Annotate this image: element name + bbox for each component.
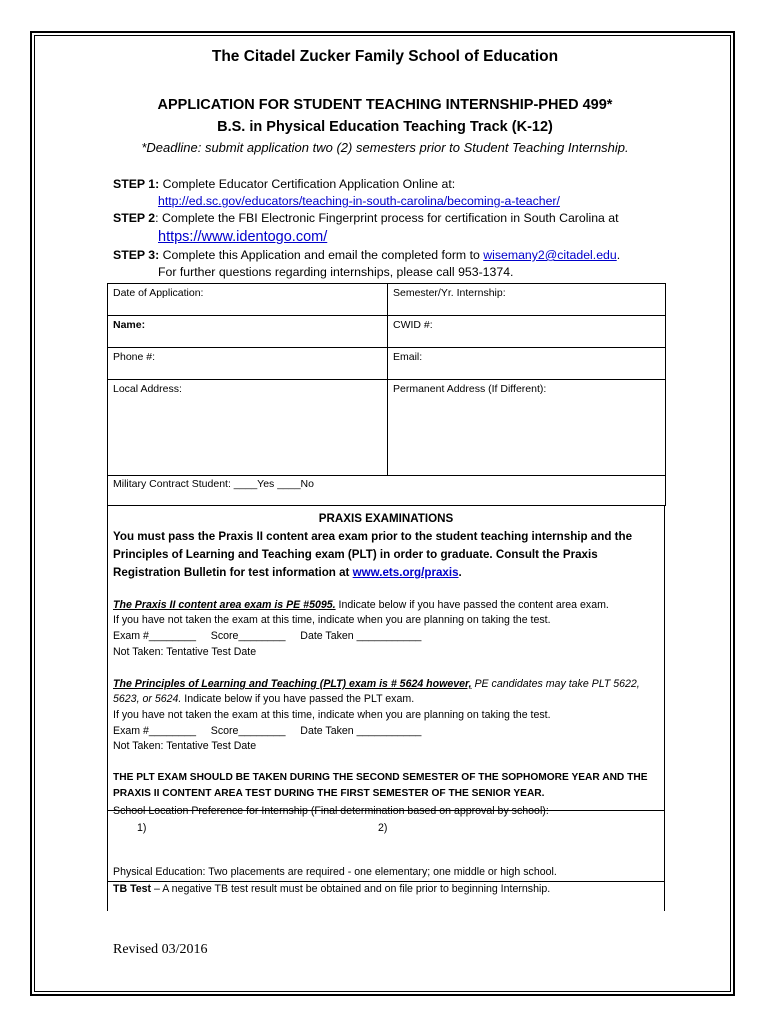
content-exam-text: Indicate below if you have passed the content area exam.: [335, 599, 609, 611]
praxis-intro-2: Principles of Learning and Teaching exam (PLT) in order to graduate. Consult the Praxis: [113, 548, 598, 561]
plt-exam-line: [113, 678, 640, 690]
step-2-link[interactable]: [158, 229, 327, 245]
preference-choice-2[interactable]: 2): [378, 822, 388, 834]
step-3: [113, 248, 620, 262]
content-exam-tentative[interactable]: Not Taken: Tentative Test Date: [113, 646, 257, 658]
step-1-label: STEP 1:: [113, 177, 160, 191]
step-3-suffix: .: [616, 248, 621, 262]
cwid-field[interactable]: CWID #:: [388, 316, 666, 348]
praxis-intro-3: [113, 566, 462, 579]
step-1-text: Complete Educator Certification Application Online at:: [162, 177, 456, 191]
revised-date: Revised 03/2016: [113, 942, 208, 957]
plt-exam-fields[interactable]: Exam #________ Score________ Date Taken ___________: [113, 725, 422, 737]
plt-exam-versions: 5623, or 5624.: [113, 693, 182, 705]
content-exam-line-2: If you have not taken the exam at this time, indicate when you are planning on taking the test.: [113, 614, 551, 626]
email-field[interactable]: Email:: [388, 348, 666, 380]
praxis-intro-1: You must pass the Praxis II content area exam prior to the student teaching internship and the: [113, 530, 633, 543]
applicant-info-table: [107, 283, 666, 506]
step-3-email-link[interactable]: wisemany2@citadel.edu: [483, 248, 617, 262]
plt-exam-line-2: If you have not taken the exam at this time, indicate when you are planning on taking the test.: [113, 709, 551, 721]
praxis-heading: PRAXIS EXAMINATIONS: [318, 512, 454, 525]
plt-exam-indicate: Indicate below if you have passed the PLT exam.: [181, 693, 415, 705]
date-of-application-field[interactable]: Date of Application:: [108, 284, 388, 316]
step-2-text: : Complete the FBI Electronic Fingerprint process for certification in South Carolina at: [155, 211, 619, 225]
praxis-link[interactable]: www.ets.org/praxis: [352, 566, 459, 579]
military-contract-field[interactable]: Military Contract Student: ____Yes ____No: [108, 476, 666, 506]
step-3-phone: For further questions regarding internships, please call 953-1374.: [158, 265, 514, 279]
preference-label: School Location Preference for Internship (Final determination based on approval by school):: [113, 805, 549, 817]
preference-choice-1[interactable]: 1): [137, 822, 147, 834]
content-exam-fields[interactable]: Exam #________ Score________ Date Taken ___________: [113, 630, 422, 642]
step-2: [113, 211, 619, 225]
step-2-label: STEP 2: [113, 211, 156, 225]
deadline-note: *Deadline: submit application two (2) semesters prior to Student Teaching Internship.: [141, 140, 629, 155]
step-1-url[interactable]: http://ed.sc.gov/educators/teaching-in-south-carolina/becoming-a-teacher/: [158, 194, 560, 208]
plt-exam-italic: PE candidates may take PLT 5622,: [471, 678, 640, 690]
school-name: The Citadel Zucker Family School of Education: [211, 48, 559, 65]
content-exam-title: The Praxis II content area exam is PE #5095.: [113, 599, 336, 611]
praxis-intro-3-text: Registration Bulletin for test information at: [113, 566, 350, 579]
plt-exam-line-1b: [113, 693, 414, 705]
praxis-intro-end: .: [458, 566, 462, 579]
step-1-link[interactable]: [158, 194, 560, 208]
semester-internship-field[interactable]: Semester/Yr. Internship:: [388, 284, 666, 316]
tb-test-line: [113, 883, 550, 895]
phone-field[interactable]: Phone #:: [108, 348, 388, 380]
step-3-text: Complete this Application and email the completed form to: [162, 248, 480, 262]
local-address-field[interactable]: Local Address:: [108, 380, 388, 476]
content-exam-line: [113, 599, 609, 611]
permanent-address-field[interactable]: Permanent Address (If Different):: [388, 380, 666, 476]
step-2-url[interactable]: https://www.identogo.com/: [158, 229, 328, 245]
step-3-label: STEP 3:: [113, 248, 160, 262]
exam-timing-notice-1: THE PLT EXAM SHOULD BE TAKEN DURING THE SECOND SEMESTER OF THE SOPHOMORE YEAR AND THE: [113, 772, 648, 783]
exam-timing-notice-2: PRAXIS II CONTENT AREA TEST DURING THE FIRST SEMESTER OF THE SENIOR YEAR.: [113, 788, 545, 799]
step-1: [113, 177, 455, 191]
tb-test-text: – A negative TB test result must be obtained and on file prior to beginning Internship.: [151, 883, 551, 895]
plt-exam-title: The Principles of Learning and Teaching (PLT) exam is # 5624 however,: [113, 678, 472, 690]
tb-test-label: TB Test: [113, 883, 152, 895]
form-subtitle: B.S. in Physical Education Teaching Track (K-12): [217, 119, 553, 135]
pe-placement-note: Physical Education: Two placements are required - one elementary; one middle or high school.: [113, 866, 557, 878]
form-title: APPLICATION FOR STUDENT TEACHING INTERNSHIP-PHED 499*: [157, 97, 613, 113]
name-field[interactable]: Name:: [108, 316, 388, 348]
plt-exam-tentative[interactable]: Not Taken: Tentative Test Date: [113, 740, 257, 752]
